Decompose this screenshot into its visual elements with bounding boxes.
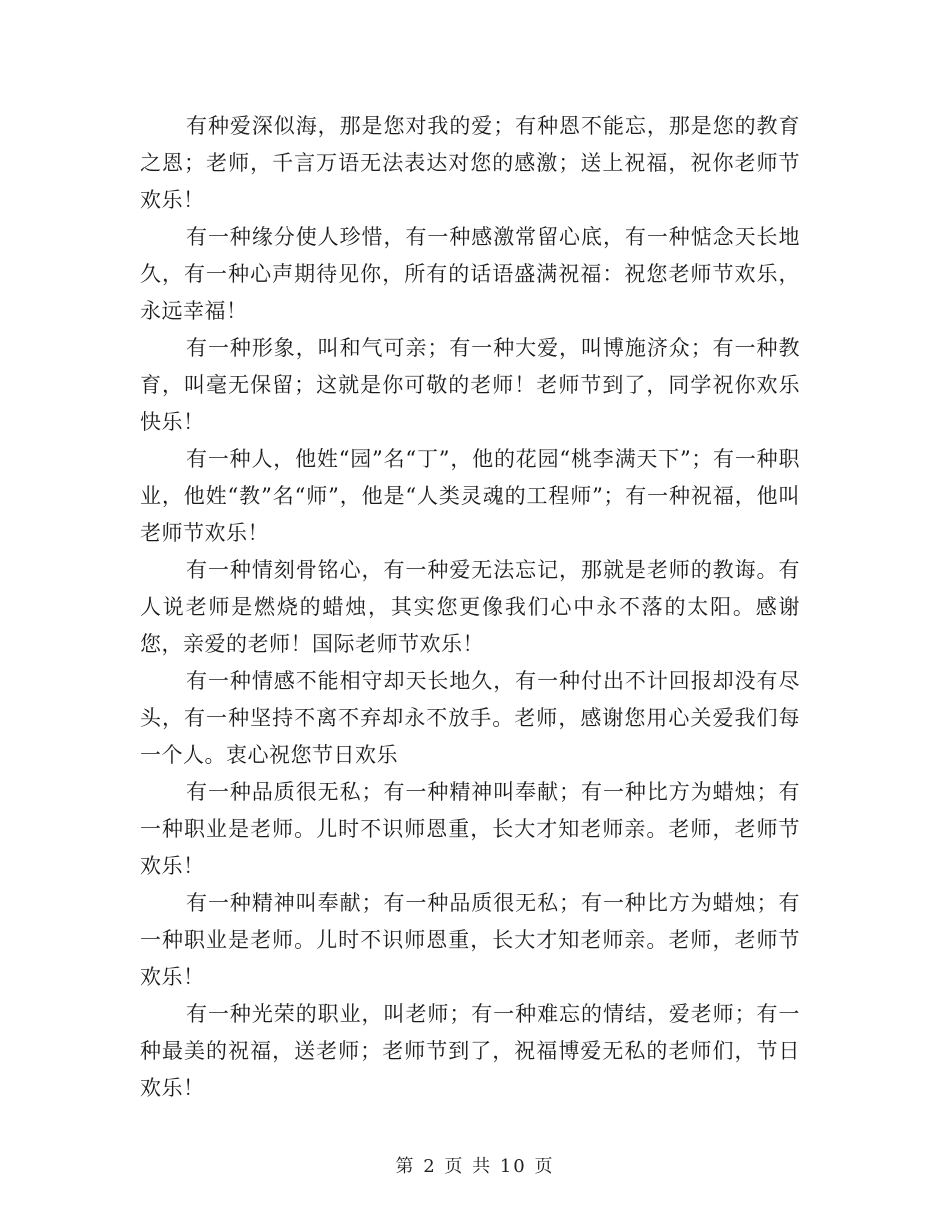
paragraph: 有种爱深似海，那是您对我的爱；有种恩不能忘，那是您的教育之恩；老师，千言万语无法表达对您的感激；送上祝福，祝你老师节欢乐！ bbox=[140, 114, 800, 212]
paragraph: 有一种精神叫奉献；有一种品质很无私；有一种比方为蜡烛；有一种职业是老师。儿时不识师恩重，长大才知老师亲。老师，老师节欢乐！ bbox=[140, 891, 800, 989]
paragraph: 有一种人，他姓“园”名“丁”，他的花园“桃李满天下”；有一种职业，他姓“教”名“师”，他是“人类灵魂的工程师”；有一种祝福，他叫老师节欢乐！ bbox=[140, 447, 800, 545]
paragraph: 有一种情感不能相守却天长地久，有一种付出不计回报却没有尽头，有一种坚持不离不弃却永不放手。老师，感谢您用心关爱我们每一个人。衷心祝您节日欢乐 bbox=[140, 669, 800, 767]
paragraph: 有一种品质很无私；有一种精神叫奉献；有一种比方为蜡烛；有一种职业是老师。儿时不识师恩重，长大才知老师亲。老师，老师节欢乐！ bbox=[140, 780, 800, 878]
paragraph: 有一种缘分使人珍惜，有一种感激常留心底，有一种惦念天长地久，有一种心声期待见你，所有的话语盛满祝福：祝您老师节欢乐，永远幸福！ bbox=[140, 225, 800, 323]
paragraph: 有一种情刻骨铭心，有一种爱无法忘记，那就是老师的教诲。有人说老师是燃烧的蜡烛，其实您更像我们心中永不落的太阳。感谢您，亲爱的老师！国际老师节欢乐！ bbox=[140, 558, 800, 656]
document-body bbox=[140, 108, 800, 1107]
paragraph: 有一种光荣的职业，叫老师；有一种难忘的情结，爱老师；有一种最美的祝福，送老师；老师节到了，祝福博爱无私的老师们，节日欢乐！ bbox=[140, 1002, 800, 1100]
page-number-footer: 第 2 页 共 10 页 bbox=[395, 1156, 555, 1177]
paragraph: 有一种形象，叫和气可亲；有一种大爱，叫博施济众；有一种教育，叫毫无保留；这就是你可敬的老师！老师节到了，同学祝你欢乐快乐！ bbox=[140, 336, 800, 434]
